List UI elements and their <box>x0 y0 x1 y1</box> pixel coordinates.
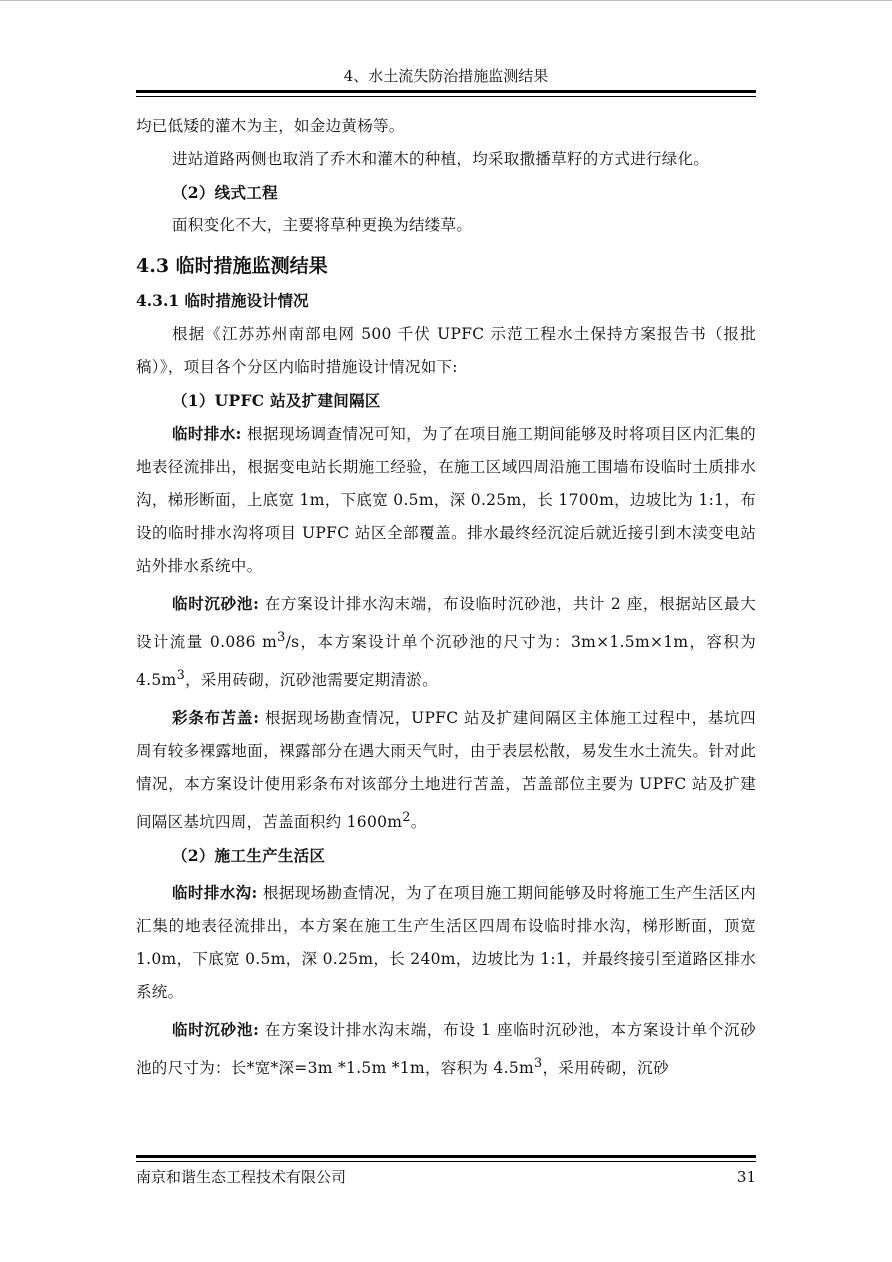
paragraph-text: 根据现场勘查情况，为了在项目施工期间能够及时将施工生产生活区内汇集的地表径流排出，本方案在施工生产生活区四周布设临时排水沟，梯形断面，顶宽 1.0m，下底宽 0.5m，深 0.25m，长 240m，边坡比为 1:1，并最终接引至道路区排水系统。 <box>136 884 756 1002</box>
footer-rule-thick <box>136 1155 756 1158</box>
paragraph-sedimentation-basin <box>136 587 756 697</box>
paragraph-text: 根据现场调查情况可知，为了在项目施工期间能够及时将项目区内汇集的地表径流排出，根据变电站长期施工经验，在施工区域四周沿施工围墙布设临时土质排水沟，梯形断面，上底宽 1m，下底宽 0.5m，深 0.25m，长 1700m，边坡比为 1:1，布设的临时排水沟将项目 UPFC 站区全部覆盖。排水最终经沉淀后就近接引到木渎变电站站外排水系统中。 <box>136 425 756 575</box>
paragraph-tarp-cover <box>136 701 756 839</box>
paragraph-sedimentation-basin-2 <box>136 1013 756 1085</box>
paragraph-text: 根据现场勘查情况，UPFC 站及扩建间隔区主体施工过程中，基坑四周有较多裸露地面，裸露部分在遇大雨天气时，由于表层松散，易发生水土流失。针对此情况，本方案设计使用彩条布对该部分土地进行苫盖，苫盖部位主要为 UPFC 站及扩建间隔区基坑四周，苫盖面积约 1600m <box>136 709 756 832</box>
subheading-upfc-station: （1）UPFC 站及扩建间隔区 <box>172 391 381 410</box>
subheading-construction-living-area: （2）施工生产生活区 <box>172 846 326 866</box>
superscript: 3 <box>176 668 186 684</box>
paragraph: 进站道路两侧也取消了乔木和灌木的种植，均采取撒播草籽的方式进行绿化。 <box>172 150 710 168</box>
footer-company: 南京和谐生态工程技术有限公司 <box>136 1168 347 1186</box>
paragraph-temporary-ditch <box>136 876 756 1009</box>
paragraph-temporary-drainage <box>136 417 756 583</box>
header-rule-thin <box>136 96 756 97</box>
page-number: 31 <box>736 1168 756 1186</box>
footer-rule-thin <box>136 1161 756 1162</box>
paragraph: 根据《江苏苏州南部电网 500 千伏 UPFC 示范工程水土保持方案报告书（报批稿）》，项目各个分区内临时措施设计情况如下: <box>136 325 756 376</box>
subheading-linear-project: （2）线式工程 <box>172 183 278 202</box>
term-label: 彩条布苫盖: <box>172 708 260 728</box>
superscript: 3 <box>277 630 286 645</box>
section-heading-4-3: 4.3 临时措施监测结果 <box>136 255 328 277</box>
paragraph: 均已低矮的灌木为主，如金边黄杨等。 <box>136 117 405 135</box>
page-top-border <box>0 0 892 1</box>
superscript: 3 <box>533 1056 543 1072</box>
section-heading-4-3-1: 4.3.1 临时措施设计情况 <box>136 291 309 310</box>
superscript: 2 <box>402 810 411 826</box>
term-label: 临时沉砂池: <box>172 1020 260 1040</box>
paragraph-text: 在方案设计排水沟末端，布设 1 座临时沉砂池，本方案设计单个沉砂池的尺寸为：长*宽*深=3m *1.5m *1m，容积为 4.5m <box>136 1021 757 1078</box>
paragraph-text: 。 <box>410 813 427 832</box>
running-header: 4、水土流失防治措施监测结果 <box>343 67 549 85</box>
term-label: 临时排水: <box>172 424 242 443</box>
paragraph-text: ，采用砖砌，沉砂池需要定期清淤。 <box>185 671 438 690</box>
header-rule-thick <box>136 90 756 93</box>
paragraph: 面积变化不大，主要将草种更换为结缕草。 <box>172 216 473 234</box>
paragraph-text: /s，本方案设计单个沉砂池的尺寸为：3m×1.5m×1m，容积为 4.5m <box>136 633 756 690</box>
paragraph-text: ，采用砖砌，沉砂 <box>542 1059 669 1078</box>
page-body <box>136 110 756 1086</box>
term-label: 临时沉砂池: <box>172 594 260 613</box>
paragraph-text: 在方案设计排水沟末端，布设临时沉砂池，共计 2 座，根据站区最大设计流量 0.086 m <box>136 595 757 652</box>
term-label: 临时排水沟: <box>172 883 258 903</box>
